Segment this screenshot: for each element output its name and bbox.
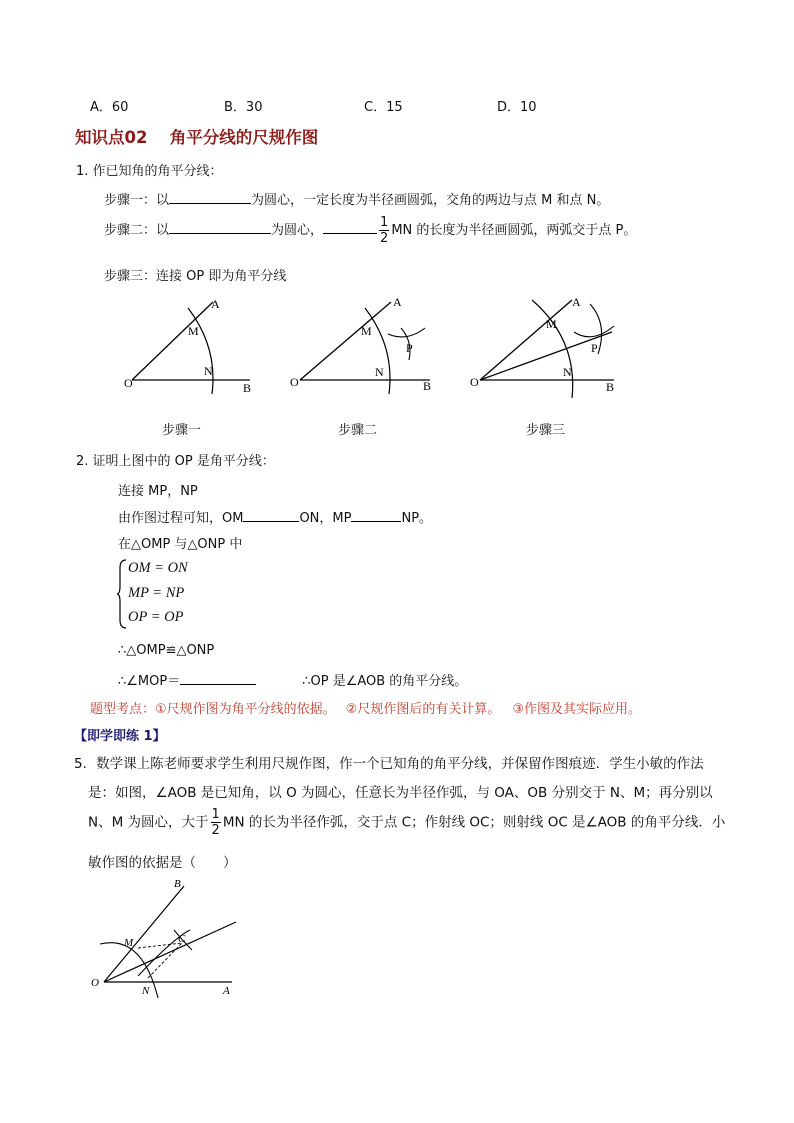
step1-line: [104, 189, 609, 208]
arc-p1: [574, 326, 614, 337]
step1-blank: [169, 191, 251, 204]
caption-step3: 步骤三: [526, 423, 566, 438]
step2-blank2: [323, 221, 377, 234]
label-n: N: [375, 365, 384, 379]
exam-point-1: ①尺规作图为角平分线的依据。: [155, 702, 336, 717]
label-b: B: [423, 379, 432, 393]
caption-step2: 步骤二: [338, 423, 378, 438]
label-p: P: [406, 341, 413, 355]
dash-mc: [138, 943, 182, 948]
q5-frac-num: 1: [211, 807, 220, 822]
label-a: A: [393, 295, 402, 309]
label-o: O: [124, 376, 133, 390]
exam-label: 题型考点：: [90, 702, 156, 717]
ray-op: [480, 332, 612, 380]
label-a: A: [211, 297, 220, 311]
frac-num: 1: [380, 215, 389, 230]
label-n: N: [204, 364, 213, 378]
step2-pre: 步骤二：以: [104, 223, 170, 238]
q5-fraction: [211, 808, 221, 837]
step2-mid: 为圆心，: [271, 223, 324, 238]
ray-oa: [480, 300, 572, 380]
q5-line3: [88, 808, 725, 837]
label-n: N: [142, 985, 150, 997]
figure-step2: [285, 292, 445, 402]
step2-blank1: [169, 221, 271, 234]
concl-a: ∴∠MOP＝: [118, 674, 181, 689]
label-m: M: [361, 324, 372, 338]
step3-line: 步骤三：连接 OP 即为角平分线: [104, 269, 287, 284]
label-a: A: [223, 985, 230, 997]
label-c: C: [178, 933, 186, 945]
choice-d: D．10: [497, 100, 537, 115]
item2-line1: 连接 MP，NP: [118, 484, 198, 499]
figure-step3: [462, 292, 632, 402]
step2-post: MN 的长度为半径画圆弧，两弧交于点 P。: [391, 223, 637, 238]
caption-step1: 步骤一: [162, 423, 202, 438]
exam-points: [90, 698, 641, 717]
label-b: B: [174, 878, 181, 890]
q5-line2: 是：如图，∠AOB 是已知角，以 O 为圆心，任意长为半径作弧，与 OA、OB 分别交于 N、M；再分别以: [88, 785, 713, 801]
arc-mn: [532, 300, 573, 398]
item2-line2: [118, 507, 432, 526]
ray-ob: [104, 886, 184, 982]
exam-point-2: ②尺规作图后的有关计算。: [345, 702, 501, 717]
label-b: B: [243, 381, 252, 395]
ray-oc: [104, 922, 236, 982]
line2-a: 由作图过程可知，OM: [118, 511, 244, 526]
q5-line4: 敏作图的依据是（ ）: [88, 855, 237, 871]
section-title: 知识点02 角平分线的尺规作图: [75, 128, 319, 147]
choice-b: B．30: [224, 100, 263, 115]
label-m: M: [546, 317, 557, 331]
q5-frac-den: 2: [211, 823, 220, 838]
q5-line3-b: MN 的长为半径作弧，交于点 C；作射线 OC；则射线 OC 是∠AOB 的角平分线．小: [222, 814, 726, 831]
label-n: N: [563, 365, 572, 379]
exam-point-3: ③作图及其实际应用。: [512, 702, 641, 717]
choice-c: C．15: [364, 100, 403, 115]
frac-den: 2: [380, 231, 389, 246]
label-b: B: [606, 380, 615, 394]
eq-om-on: OM = ON: [128, 560, 188, 576]
label-o: O: [290, 375, 299, 389]
q5-line3-a: N、M 为圆心，大于: [88, 814, 209, 831]
item1-title: 1. 作已知角的角平分线：: [76, 164, 223, 179]
blank-mp-np: [351, 509, 401, 522]
step2-fraction: [379, 216, 389, 245]
label-m: M: [188, 324, 199, 338]
q5-line1: 5．数学课上陈老师要求学生利用尺规作图，作一个已知角的角平分线，并保留作图痕迹．学生小敏的作法: [74, 756, 704, 772]
eq-op-op: OP = OP: [128, 609, 184, 625]
step1-post: 为圆心，一定长度为半径画圆弧，交角的两边与点 M 和点 N。: [251, 193, 610, 208]
line2-c: NP。: [401, 511, 433, 526]
label-o: O: [470, 375, 479, 389]
eq-mp-np: MP = NP: [128, 585, 185, 601]
item2-title: 2. 证明上图中的 OP 是角平分线：: [76, 454, 275, 469]
line2-b: ON，MP: [299, 511, 352, 526]
conclusion-line: [118, 670, 467, 689]
congruence-line: ∴△OMP≌△ONP: [118, 643, 215, 658]
choice-a: A．60: [90, 100, 129, 115]
ray-oa: [132, 302, 213, 380]
concl-b: ∴OP 是∠AOB 的角平分线。: [302, 674, 468, 689]
step1-pre: 步骤一：以: [104, 193, 170, 208]
practice-heading: 【即学即练 1】: [74, 729, 166, 744]
blank-angle: [180, 672, 256, 685]
label-p: P: [591, 341, 598, 355]
figure-step1: [110, 292, 270, 402]
arc-mn: [188, 308, 213, 394]
blank-om-on: [243, 509, 299, 522]
label-o: O: [91, 977, 99, 989]
item2-line3: 在△OMP 与△ONP 中: [118, 537, 243, 552]
label-a: A: [572, 295, 581, 309]
step2-line: [104, 216, 636, 245]
brace-icon: [116, 558, 128, 630]
q5-figure: [86, 872, 246, 1002]
label-m: M: [124, 937, 134, 949]
